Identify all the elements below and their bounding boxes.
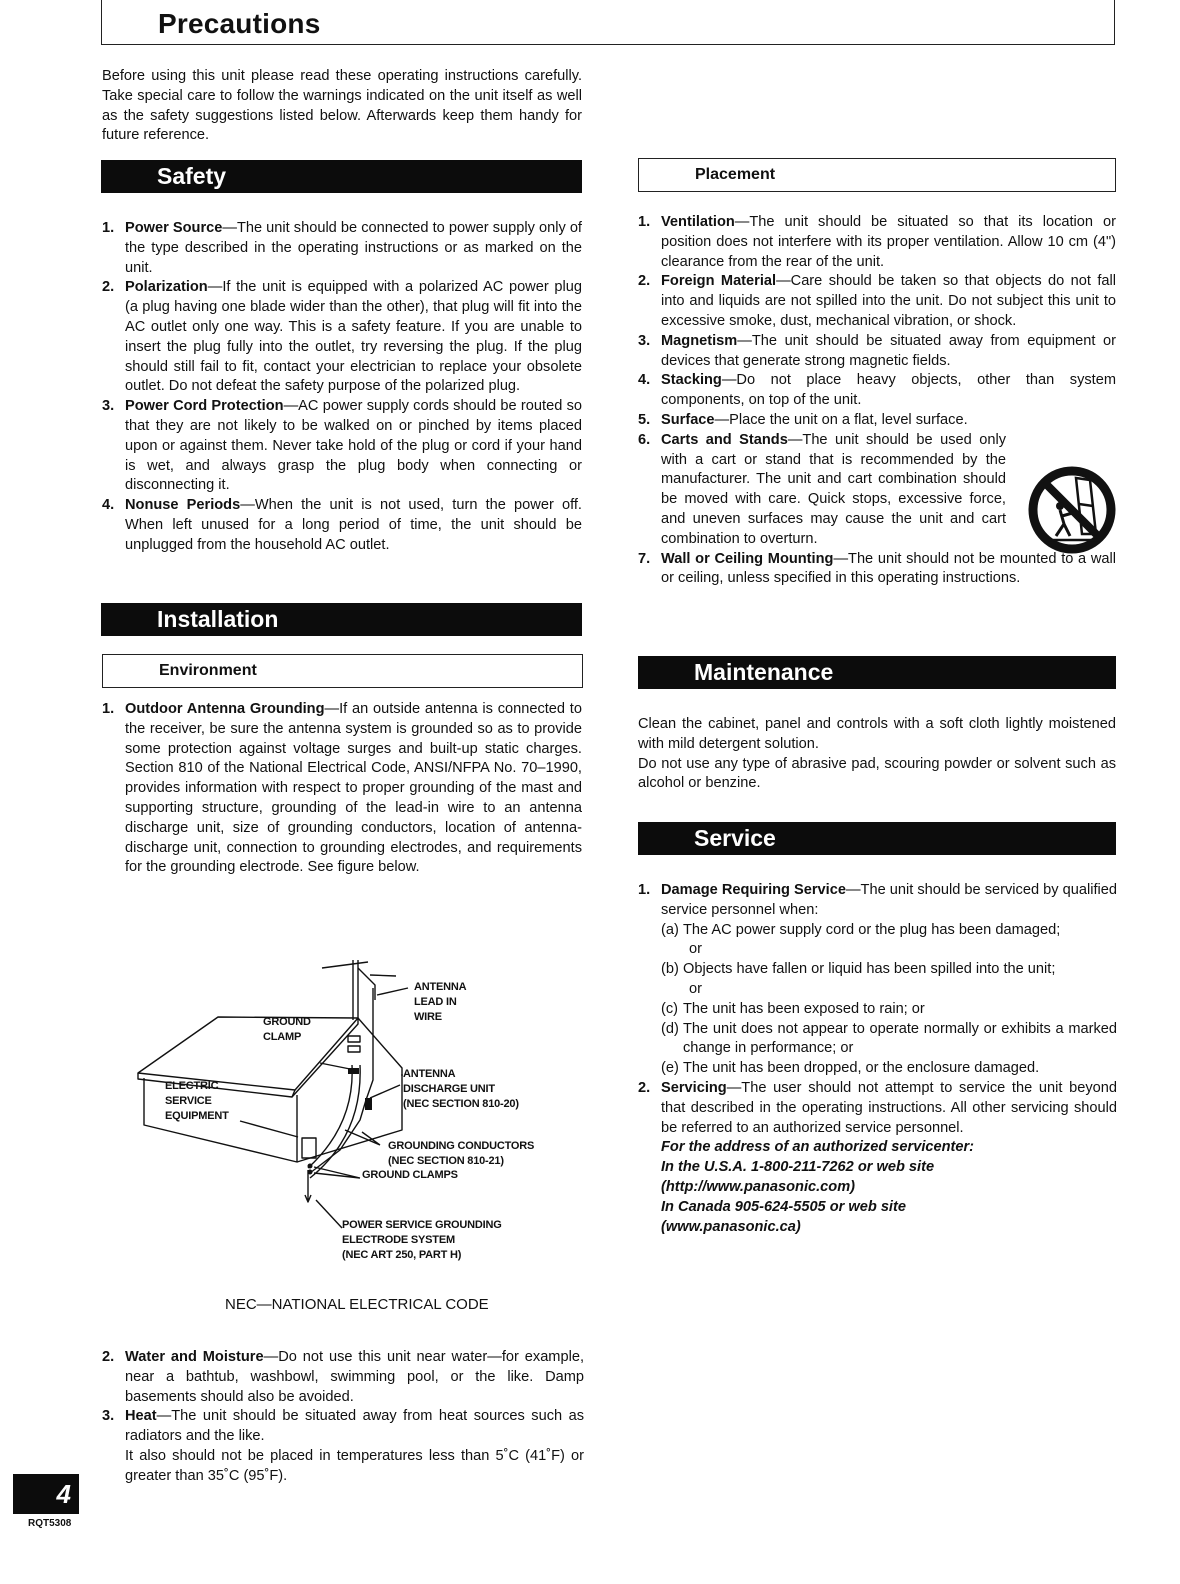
list-item: 6. Carts and Stands—The unit should be used only with a cart or stand that is recommended by the manufacturer. The unit and cart combination should be moved with care. Quick stops, excessive force, and uneven surfaces may cause the unit and cart combination to overturn. — [638, 431, 1006, 547]
list-item: 3. Magnetism—The unit should be situated away from equipment or devices that generate strong magnetic fields. — [638, 332, 1116, 369]
page-title: Precautions — [158, 8, 321, 39]
canada-website: (www.panasonic.ca) — [661, 1218, 801, 1235]
environment-list — [102, 700, 582, 878]
list-item: 2. Polarization—If the unit is equipped with a polarized AC power plug (a plug having one blade wider than the other), that plug will fit into the AC outlet only one way. This is a safety feature. If you are unable to insert the plug fully into the outlet, try reversing the plug. If the plug should still fail to fit, contact your electrician to replace your obsolete outlet. Do not defeat the safety purpose of the polarized plug. — [102, 279, 582, 395]
list-item: 1. Ventilation—The unit should be situated so that its location or position does not interfere with its proper ventilation. Allow 10 cm (4") clearance from the rear of the unit. — [638, 214, 1116, 270]
maintenance-text — [638, 715, 1116, 794]
item-title: Power Source — [125, 220, 223, 236]
condition-item: (a) The AC power supply cord or the plug has been damaged; or — [661, 921, 1061, 958]
service-conditions — [661, 921, 1117, 1079]
item-title: Heat — [125, 1408, 157, 1425]
service-contact-info: For the address of an authorized servicenter: In the U.S.A. 1-800-211-7262 or web site (http://www.panasonic.com) In Canada 905-624-5505 or web site (www.panasonic.ca) — [661, 1138, 1117, 1237]
document-code: RQT5308 — [28, 1518, 72, 1529]
item-title: Power Cord Protection — [125, 398, 284, 415]
list-item: 4. Stacking—Do not place heavy objects, other than system components, on top of the unit. — [638, 372, 1116, 409]
environment-heading: Environment — [102, 654, 583, 688]
item-title: Stacking — [661, 372, 722, 389]
item-title: Damage Requiring Service — [661, 882, 846, 898]
list-item: 7. Wall or Ceiling Mounting—The unit should not be mounted to a wall or ceiling, unless specified in this operating instructions. — [638, 550, 1117, 587]
ground-clamps-label: GROUND CLAMPS — [362, 1169, 458, 1181]
usa-contact: In the U.S.A. 1-800-211-7262 or web site — [661, 1159, 935, 1176]
intro-paragraph: Before using this unit please read these operating instructions carefully. Take special care to follow the warnings indicated on the unit itself as well as the safety suggestions listed below. Afterwards keep them handy for future reference. — [102, 68, 582, 144]
usa-website: (http://www.panasonic.com) — [661, 1178, 856, 1195]
discharge-unit-label: ANTENNA DISCHARGE UNIT (NEC SECTION 810-20) — [403, 1068, 519, 1110]
item-title: Ventilation — [661, 214, 735, 230]
maintenance-heading: Maintenance — [638, 656, 1116, 689]
item-title: Magnetism — [661, 332, 738, 349]
installation-heading: Installation — [101, 603, 582, 636]
condition-item: (c) The unit has been exposed to rain; or — [661, 1000, 925, 1017]
list-item: 4. Nonuse Periods—When the unit is not used, turn the power off. When left unused for a long period of time, the unit should be unplugged from the household AC outlet. — [102, 497, 582, 553]
item-title: Outdoor Antenna Grounding — [125, 701, 325, 717]
heat-extra-note: It also should not be placed in temperatures less than 5˚C (41˚F) or greater than 35˚C (95˚F). — [125, 1447, 584, 1484]
list-item: 2. Servicing—The user should not attempt to service the unit beyond that described in the operating instructions. All other servicing should be referred to an authorized service personnel. For the address of an authorized servicenter: In the U.S.A. 1-800-211-7262 or web site (http://www.panasonic.com) In Canada 905-624-5505 or web site (www.panasonic.ca) — [638, 1079, 1117, 1237]
item-title: Carts and Stands — [661, 431, 788, 448]
electric-service-label: ELECTRIC SERVICE EQUIPMENT — [165, 1080, 229, 1122]
list-item: 1. Outdoor Antenna Grounding—If an outside antenna is connected to the receiver, be sure the antenna system is grounded so as to provide some protection against voltage surges and built-up static charges. Section 810 of the National Electrical Code, ANSI/NFPA No. 70–1990, provides information with respect to proper grounding of the mast and supporting structure, grounding of the lead-in wire to an antenna discharge unit, size of grounding conductors, location of antenna-discharge unit, connection to grounding electrodes, and requirements for the grounding electrode. See figure below. — [102, 701, 582, 876]
list-item: 2. Foreign Material—Care should be taken so that objects do not fall into and liquids are not spilled into the unit. Do not subject this unit to excessive smoke, dust, mechanical vibration, or shock. — [638, 273, 1116, 329]
item-title: Wall or Ceiling Mounting — [661, 550, 834, 567]
canada-contact: In Canada 905-624-5505 or web site — [661, 1198, 906, 1215]
power-service-label: POWER SERVICE GROUNDING ELECTRODE SYSTEM (NEC ART 250, PART H) — [342, 1219, 502, 1261]
list-item: 5. Surface—Place the unit on a flat, level surface. — [638, 411, 968, 428]
cart-tipover-warning-icon — [1026, 464, 1118, 556]
antenna-grounding-diagram — [130, 940, 570, 1270]
safety-list — [102, 219, 582, 556]
maintenance-paragraph: Clean the cabinet, panel and controls with a soft cloth lightly moistened with mild detergent solution. — [638, 716, 1116, 752]
item-title: Surface — [661, 411, 715, 428]
item-title: Nonuse Periods — [125, 497, 241, 514]
condition-item: (d) The unit does not appear to operate normally or exhibits a marked change in performance; or — [661, 1020, 1117, 1057]
list-item: 1. Damage Requiring Service—The unit should be serviced by qualified service personnel when: (a) The AC power supply cord or the plug has been damaged; or (b) Objects have fallen or liquid has been spilled into the unit; or (c) The unit has been exposed to rain; or (d) The unit does not appear to operate normally or exhibits a marked change in performance; or (e) The unit has been dropped, or the enclosure damaged. — [638, 881, 1117, 1079]
grounding-conductors-label: GROUNDING CONDUCTORS (NEC SECTION 810-21) — [388, 1140, 535, 1167]
item-title: Foreign Material — [661, 273, 777, 290]
condition-item: (e) The unit has been dropped, or the enclosure damaged. — [661, 1060, 1040, 1077]
placement-heading: Placement — [638, 158, 1116, 192]
service-heading: Service — [638, 822, 1116, 855]
maintenance-paragraph: Do not use any type of abrasive pad, scouring powder or solvent such as alcohol or benzine. — [638, 755, 1116, 792]
item-title: Polarization — [125, 279, 208, 296]
safety-heading: Safety — [101, 160, 582, 193]
list-item: 3. Heat—The unit should be situated away from heat sources such as radiators and the like. It also should not be placed in temperatures less than 5˚C (41˚F) or greater than 35˚C (95˚F). — [102, 1407, 584, 1486]
condition-item: (b) Objects have fallen or liquid has been spilled into the unit; or — [661, 961, 1056, 997]
list-item: 3. Power Cord Protection—AC power supply cords should be routed so that they are not likely to be walked on or pinched by items placed upon or against them. Never take hold of the plug or cord if your hand is wet, and always grasp the plug body when connecting or disconnecting it. — [102, 398, 582, 494]
service-list — [638, 881, 1117, 1237]
item-title: Servicing — [661, 1079, 727, 1096]
item-title: Water and Moisture — [125, 1349, 264, 1365]
list-item: 1. Power Source—The unit should be connected to power supply only of the type described in the operating instructions or as marked on the unit. — [102, 220, 582, 276]
environment-list-continued — [102, 1348, 584, 1487]
page-number: 4 — [13, 1474, 79, 1514]
list-item: 2. Water and Moisture—Do not use this unit near water—for example, near a bathtub, washbowl, swimming pool, or the like. Damp basements should also be avoided. — [102, 1349, 584, 1405]
diagram-caption: NEC—NATIONAL ELECTRICAL CODE — [225, 1296, 489, 1313]
ground-clamp-label: GROUND CLAMP — [263, 1016, 311, 1043]
antenna-lead-label: ANTENNA LEAD IN WIRE — [414, 981, 467, 1023]
